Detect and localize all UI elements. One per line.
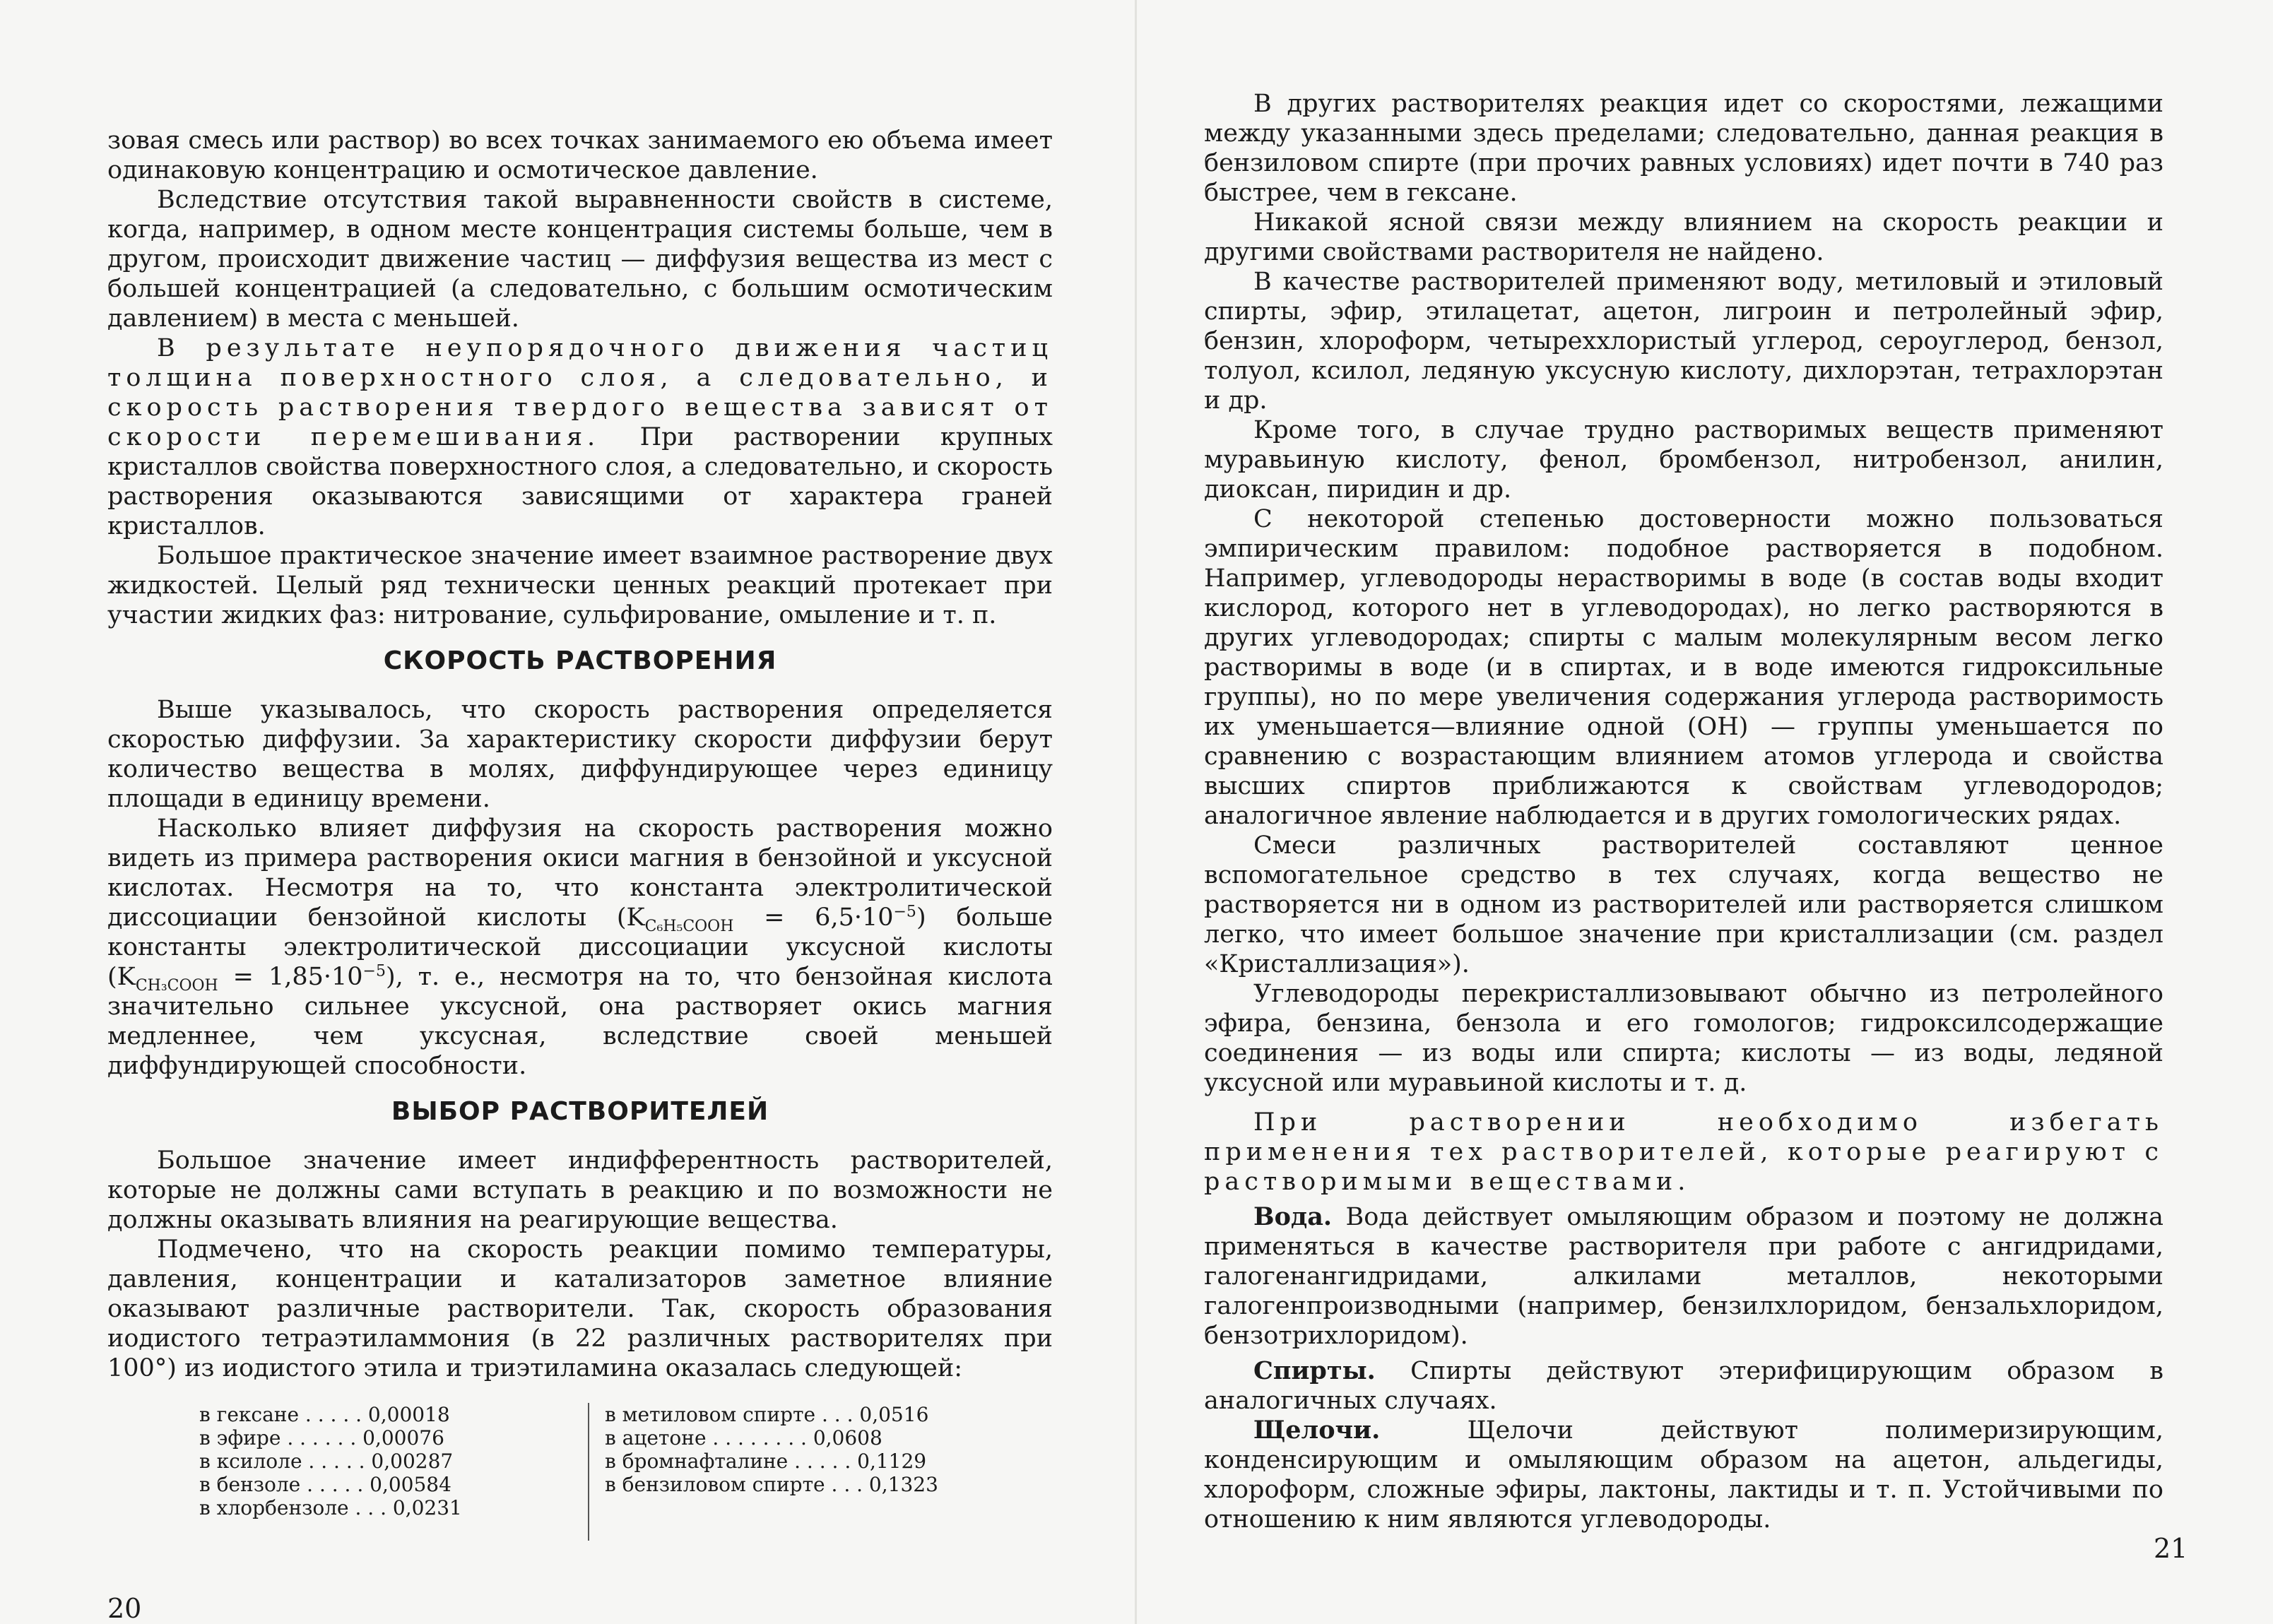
paragraph-rest: При растворении крупных кристаллов свойства поверхностного слоя, а следовательно, и скорость растворения оказываются зависящими от характера граней кристаллов. [107,423,1053,540]
paragraph-emphasis: При растворении необходимо избегать применения тех растворителей, которые реагируют с растворимыми веществами. [1204,1108,2163,1196]
table-row: в метиловом спирте . . . 0,0516 [605,1403,929,1426]
text-run: = 1,85·10 [218,963,363,991]
subscript: C₆H₅COOH [644,918,734,935]
table-row: в эфире . . . . . . 0,00076 [199,1426,444,1450]
right-text-column [1204,89,2163,1534]
paragraph [1204,1202,2163,1351]
section-heading: СКОРОСТЬ РАСТВОРЕНИЯ [383,646,777,675]
table-row: в ацетоне . . . . . . . . 0,0608 [605,1426,882,1450]
text-run: ) больше константы электролитической диссоциации уксусной кислоты (K [107,903,1053,991]
right-page [1136,0,2273,1624]
run-in-heading: Спирты. [1253,1356,1376,1385]
paragraph [107,333,1053,541]
section-heading: ВЫБОР РАСТВОРИТЕЛЕЙ [391,1097,769,1126]
paragraph: Вследствие отсутствия такой выравненности свойств в системе, когда, например, в одном месте концентрация системы больше, чем в другом, происходит движение частиц — диффузия вещества из мест с большей концентрацией (а следовательно, с большим осмотическим давлением) в места с меньшей. [107,186,1053,333]
paragraph: Смеси различных растворителей составляют ценное вспомогательное средство в тех случаях, когда вещество не растворяется ни в одном из растворителей или растворяется слишком легко, что имеет большое значение при кристаллизации (см. раздел «Кристаллизация»). [1204,831,2163,978]
superscript: −5 [362,962,386,980]
paragraph: Никакой ясной связи между влиянием на скорость реакции и другими свойствами растворителя не найдено. [1204,208,2163,266]
subscript: CH₃COOH [135,977,218,995]
table-row: в бензиловом спирте . . . 0,1323 [605,1473,938,1496]
table-row: в хлорбензоле . . . 0,0231 [199,1496,462,1519]
paragraph: Большое значение имеет индифферентность растворителей, которые не должны сами вступать в реакцию и по возможности не должны оказывать влияния на реагирующие вещества. [107,1146,1053,1234]
paragraph: Большое практическое значение имеет взаимное растворение двух жидкостей. Целый ряд технически ценных реакций протекает при участии жидких фаз: нитрование, сульфирование, омыление и т. п. [107,542,1053,629]
paragraph: Выше указывалось, что скорость растворения определяется скоростью диффузии. За характеристику скорости диффузии берут количество вещества в молях, диффундирующее через единицу площади в единицу времени. [107,696,1053,813]
superscript: −5 [893,903,916,921]
spaced-emphasis: В результате неупорядочного движения частиц толщина поверхностного слоя, а следовательно, и скорость растворения твердого вещества зависят от скорости перемешивания. [107,334,1053,451]
paragraph-rest: Вода действует омыляющим образом и поэтому не должна применяться в качестве растворителя при работе с ангидридами, галогенангидридами, алкилами металлов, некоторыми галогенпроизводными (например, бензилхлоридом, бензальхлоридом, бензотрихлоридом). [1204,1203,2163,1350]
paragraph: Подмечено, что на скорость реакции помимо температуры, давления, концентрации и катализаторов заметное влияние оказывают различные растворители. Так, скорость образования иодистого тетраэтиламмония (в 22 различных растворителях при 100°) из иодистого этила и триэтиламина оказалась следующей: [107,1235,1053,1382]
rate-table [107,1403,1053,1544]
run-in-heading: Щелочи. [1253,1416,1381,1445]
paragraph: С некоторой степенью достоверности можно пользоваться эмпирическим правилом: подобное растворяется в подобном. Например, углеводороды нерастворимы в воде (в состав воды входит кислород, которого нет в углеводородах), но легко растворяются в других углеводородах; спирты с малым молекулярным весом легко растворимы в воде (и в спиртах, и в воде имеются гидроксильные группы), но по мере увеличения содержания углерода растворимость их уменьшается—влияние одной (ОН) — группы уменьшается по сравнению с возрастающим влиянием атомов углерода и свойства высших спиртов приближаются к свойствам углеводородов; аналогичное явление наблюдается и в других гомологических рядах. [1204,505,2163,830]
paragraph: Кроме того, в случае трудно растворимых веществ применяют муравьиную кислоту, фенол, бромбензол, нитробензол, анилин, диоксан, пиридин и др. [1204,416,2163,504]
paragraph-formula [107,814,1053,1081]
left-text-column [107,126,1053,1544]
paragraph: В качестве растворителей применяют воду, метиловый и этиловый спирты, эфир, этилацетат, ацетон, лигроин и петролейный эфир, бензин, хлороформ, четыреххлористый углерод, сероуглерод, бензол, толуол, ксилол, ледяную уксусную кислоту, дихлорэтан, тетрахлорэтан и др. [1204,268,2163,415]
page-number: 20 [107,1593,142,1624]
rate-table-left-column [199,1403,616,1519]
text-run: ), т. е., несмотря на то, что бензойная кислота значительно сильнее уксусной, она растворяет окись магния медленнее, чем уксусная, вследствие своей меньшей диффундирующей способности. [107,963,1053,1080]
paragraph-rest: Щелочи действуют полимеризирующим, конденсирующим и омыляющим образом на ацетон, альдегиды, хлороформ, сложные эфиры, лактоны, лактиды и т. п. Устойчивыми по отношению к ним являются углеводороды. [1204,1416,2163,1534]
table-row: в бензоле . . . . . 0,00584 [199,1473,451,1496]
table-row: в бромнафталине . . . . . 0,1129 [605,1450,927,1473]
paragraph: В других растворителях реакция идет со скоростями, лежащими между указанными здесь пределами; следовательно, данная реакция в бензиловом спирте (при прочих равных условиях) идет почти в 740 раз быстрее, чем в гексане. [1204,90,2163,207]
paragraph: Углеводороды перекристаллизовывают обычно из петролейного эфира, бензина, бензола и его гомологов; гидроксилсодержащие соединения — из воды или спирта; кислоты — из воды, ледяной уксусной или муравьиной кислоты и т. д. [1204,980,2163,1097]
paragraph [1204,1356,2163,1416]
paragraph [1204,1416,2163,1534]
table-row: в ксилоле . . . . . 0,00287 [199,1450,454,1473]
table-row: в гексане . . . . . 0,00018 [199,1403,450,1426]
left-page [0,0,1136,1624]
text-run: = 6,5·10 [733,903,894,932]
paragraph: зовая смесь или раствор) во всех точках занимаемого ею объема имеет одинаковую концентрацию и осмотическое давление. [107,126,1053,184]
text-run: Насколько влияет диффузия на скорость растворения можно видеть из примера растворения окиси магния в бензойной и уксусной кислотах. Несмотря на то, что константа электролитической диссоциации бензойной кислоты (K [107,814,1053,932]
rate-table-right-column [588,1403,1029,1541]
run-in-heading: Вода. [1253,1202,1333,1231]
paragraph-rest: Спирты действуют этерифицирующим образом в аналогичных случаях. [1204,1357,2163,1415]
page-number: 21 [2154,1533,2188,1564]
